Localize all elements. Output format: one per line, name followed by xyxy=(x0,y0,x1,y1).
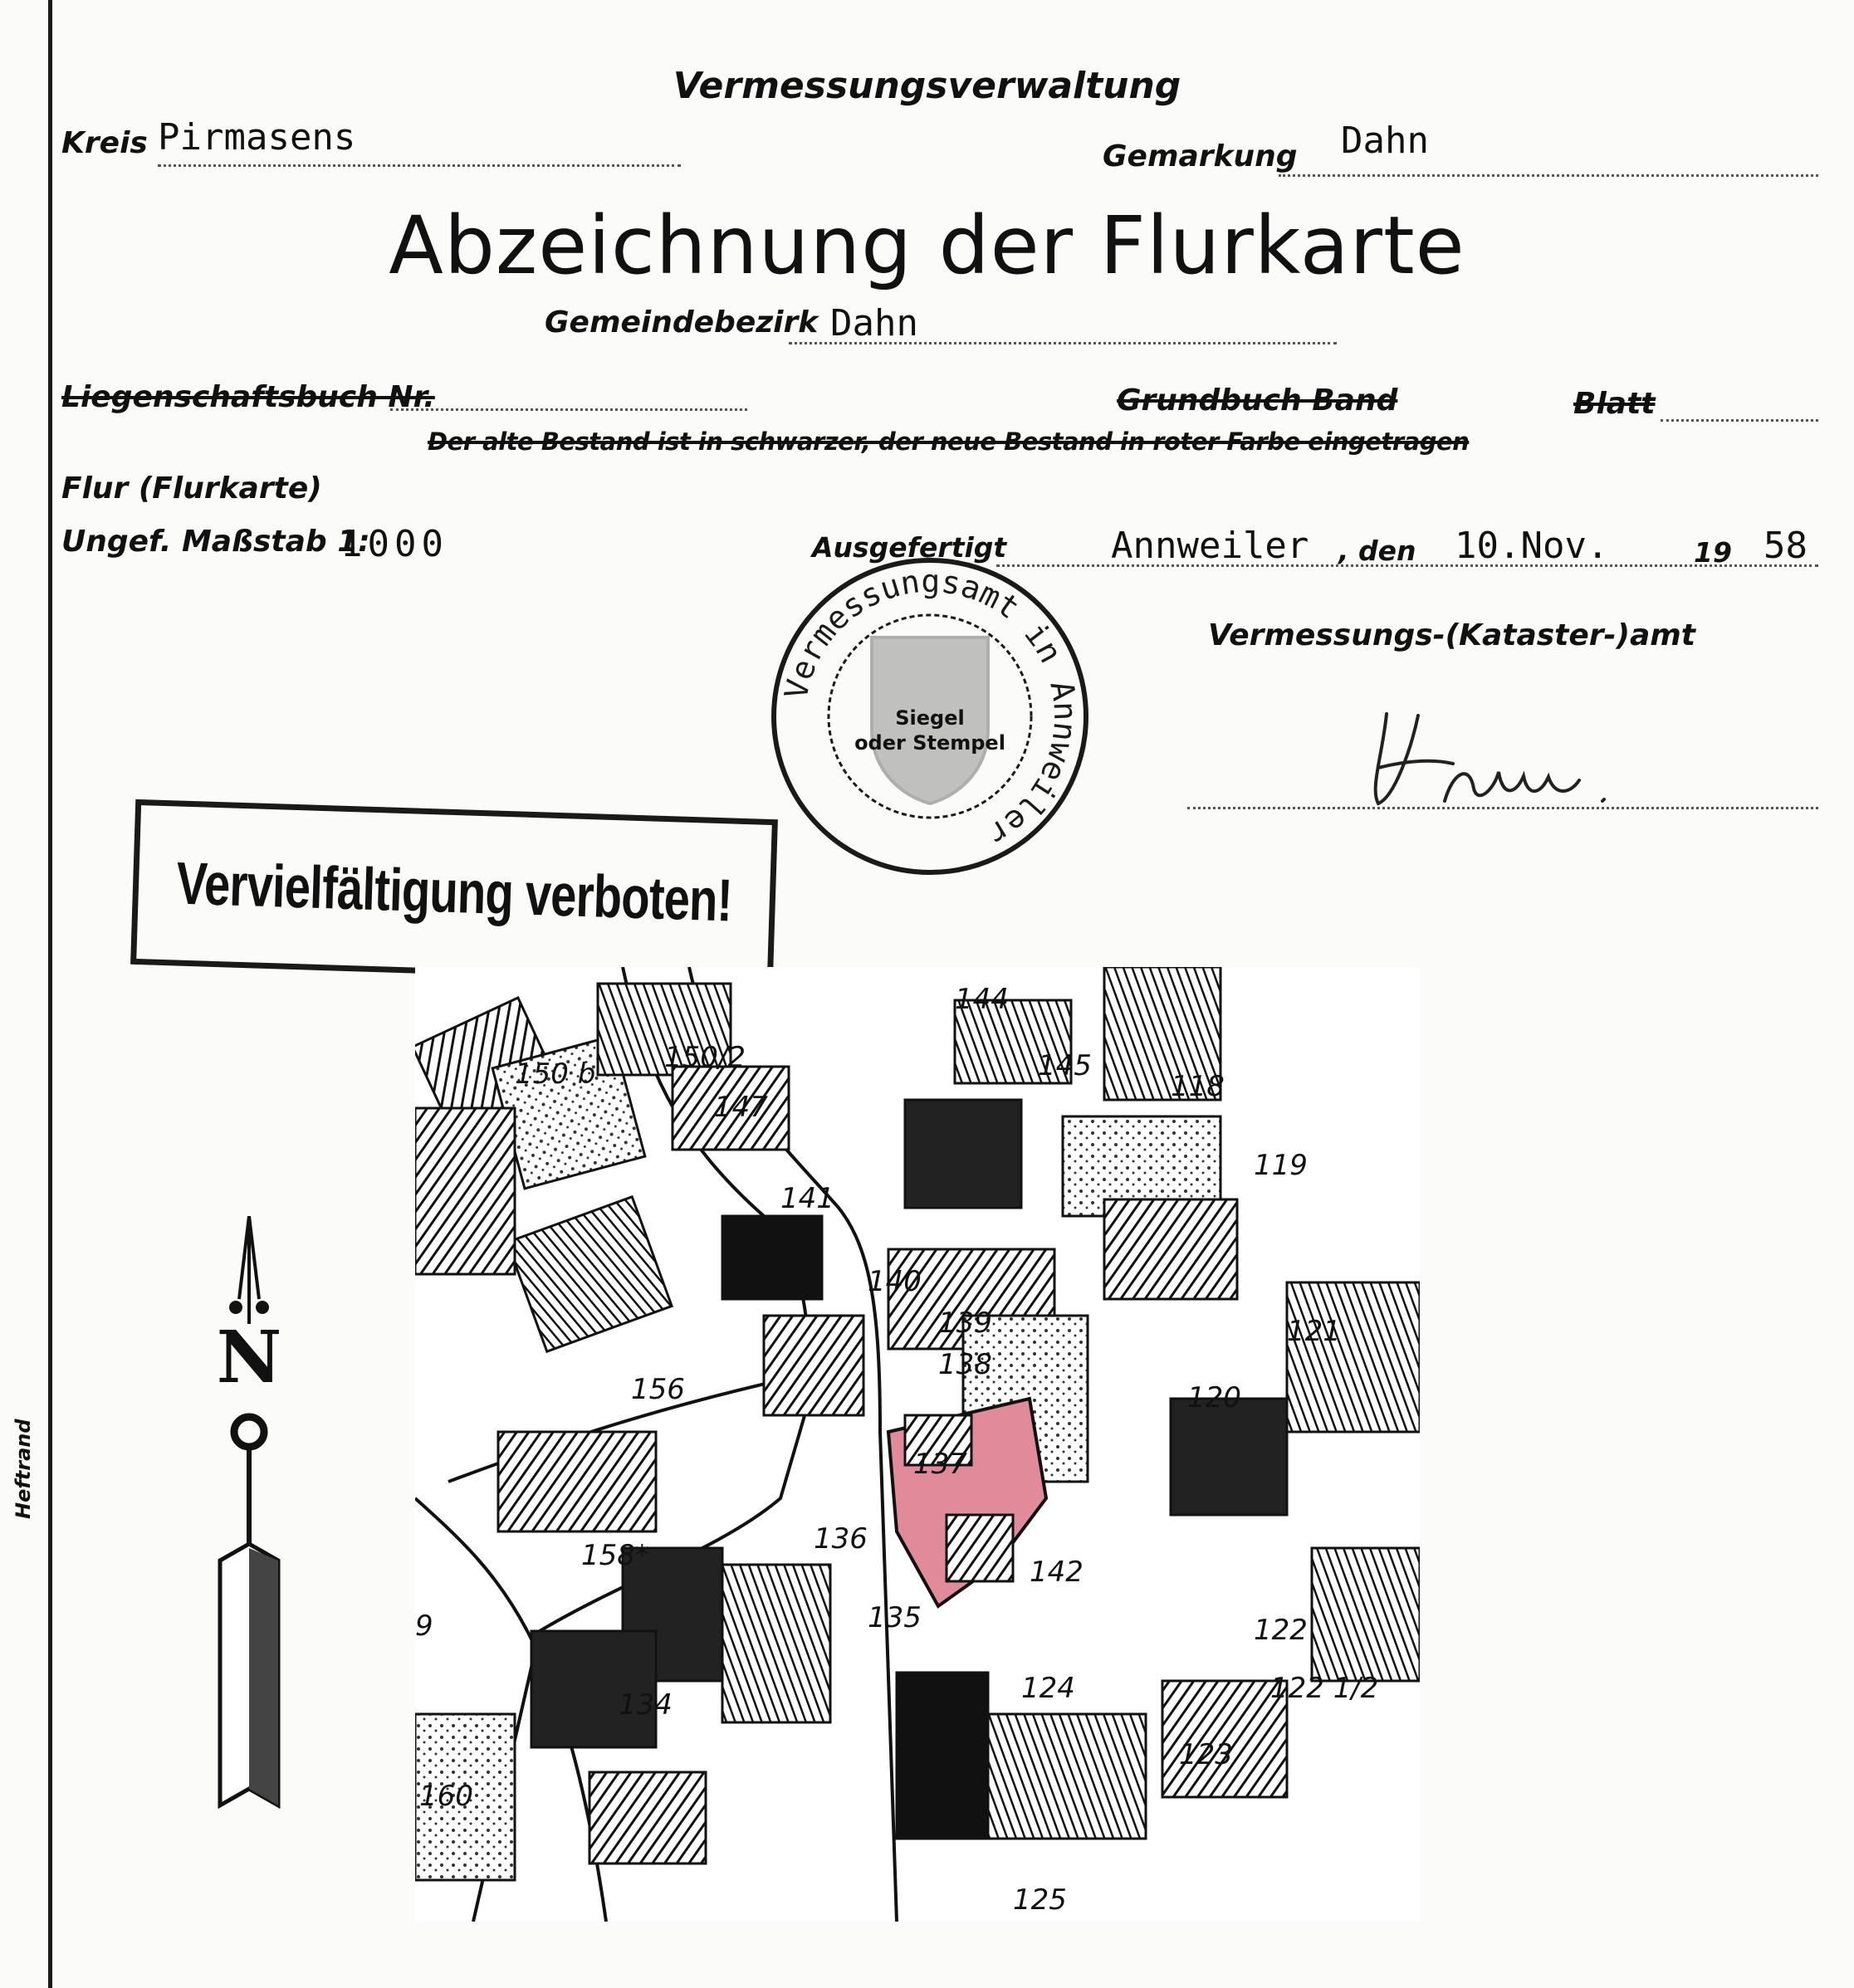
ausgefertigt-dotted-line xyxy=(996,564,1818,567)
svg-text:138: 138 xyxy=(938,1348,992,1381)
svg-text:158*: 158* xyxy=(581,1539,649,1572)
blatt-dotted-line xyxy=(1661,419,1818,422)
massstab-label: Ungef. Maßstab 1: xyxy=(61,525,370,559)
gemarkung-dotted-line xyxy=(1279,174,1818,177)
cadastral-map xyxy=(415,967,1420,1922)
svg-text:Vermessungsamt in Annweiler: Vermessungsamt in Annweiler xyxy=(777,562,1084,853)
gemeindebezirk-value: Dahn xyxy=(830,302,918,344)
kreis-dotted-line xyxy=(158,164,681,167)
grundbuch-blatt-label: Blatt xyxy=(1573,387,1656,421)
liegenschaftsbuch-label: Liegenschaftsbuch Nr. xyxy=(61,380,435,414)
document-title: Abzeichnung der Flurkarte xyxy=(389,199,1465,292)
seal-stamp xyxy=(768,554,1092,878)
svg-text:120: 120 xyxy=(1187,1381,1241,1414)
svg-text:122: 122 xyxy=(1254,1614,1308,1647)
svg-text:150 b: 150 b xyxy=(515,1057,596,1091)
svg-text:oder Stempel: oder Stempel xyxy=(854,731,1005,755)
svg-text:124: 124 xyxy=(1021,1672,1075,1705)
svg-text:141: 141 xyxy=(780,1182,834,1215)
svg-text:N: N xyxy=(216,1316,282,1399)
svg-text:123: 123 xyxy=(1179,1738,1233,1771)
ausgefertigt-place: Annweiler xyxy=(1111,525,1309,567)
gemarkung-label: Gemarkung xyxy=(1103,139,1298,173)
margin-label: Heftrand xyxy=(12,1419,35,1519)
gemeindebezirk-label: Gemeindebezirk xyxy=(545,305,819,339)
bestand-note: Der alte Bestand ist in schwarzer, der neue Bestand in roter Farbe eingetragen xyxy=(428,427,1470,456)
svg-text:144: 144 xyxy=(955,983,1009,1016)
copy-prohibited-stamp: Vervielfältigung verboten! xyxy=(130,799,778,984)
svg-text:142: 142 xyxy=(1030,1556,1084,1589)
svg-text:136: 136 xyxy=(814,1522,868,1556)
svg-text:150/2: 150/2 xyxy=(664,1041,746,1074)
ausgefertigt-date: 10.Nov. xyxy=(1455,525,1609,567)
gemeindebezirk-dotted-line xyxy=(789,342,1337,344)
svg-text:139: 139 xyxy=(938,1307,992,1340)
svg-text:137: 137 xyxy=(913,1448,967,1481)
svg-text:145: 145 xyxy=(1038,1049,1092,1082)
ausgefertigt-den-label: , den xyxy=(1338,535,1416,567)
svg-text:125: 125 xyxy=(1013,1883,1067,1917)
header-title: Vermessungsverwaltung xyxy=(673,65,1181,107)
signature xyxy=(1362,697,1627,822)
liegenschaftsbuch-dotted-line xyxy=(390,408,747,411)
svg-text:156: 156 xyxy=(631,1373,685,1406)
svg-text:147: 147 xyxy=(714,1091,768,1124)
massstab-value: 1000 xyxy=(340,523,448,565)
kreis-label: Kreis xyxy=(61,126,148,160)
kreis-value: Pirmasens xyxy=(158,116,356,159)
ausgefertigt-label: Ausgefertigt xyxy=(812,531,1007,564)
flur-label: Flur (Flurkarte) xyxy=(61,471,322,506)
ausgefertigt-year: 58 xyxy=(1764,525,1808,567)
svg-text:119: 119 xyxy=(1254,1149,1308,1182)
gemarkung-value: Dahn xyxy=(1341,120,1429,162)
svg-text:9: 9 xyxy=(415,1609,433,1643)
svg-text:122 1/2: 122 1/2 xyxy=(1270,1672,1379,1705)
svg-text:121: 121 xyxy=(1287,1315,1341,1348)
ausgefertigt-year-prefix: 19 xyxy=(1694,536,1732,569)
margin-line xyxy=(48,0,52,1988)
svg-text:Siegel: Siegel xyxy=(895,706,965,730)
north-arrow xyxy=(208,1216,291,1814)
svg-text:118: 118 xyxy=(1171,1070,1225,1103)
svg-text:134: 134 xyxy=(619,1688,673,1722)
svg-text:135: 135 xyxy=(868,1601,922,1634)
grundbuch-band-label: Grundbuch Band xyxy=(1117,383,1398,418)
amt-label: Vermessungs-(Kataster-)amt xyxy=(1208,618,1695,652)
svg-text:140: 140 xyxy=(868,1265,922,1298)
svg-text:160: 160 xyxy=(419,1780,473,1813)
signature-dotted-line xyxy=(1187,807,1818,809)
